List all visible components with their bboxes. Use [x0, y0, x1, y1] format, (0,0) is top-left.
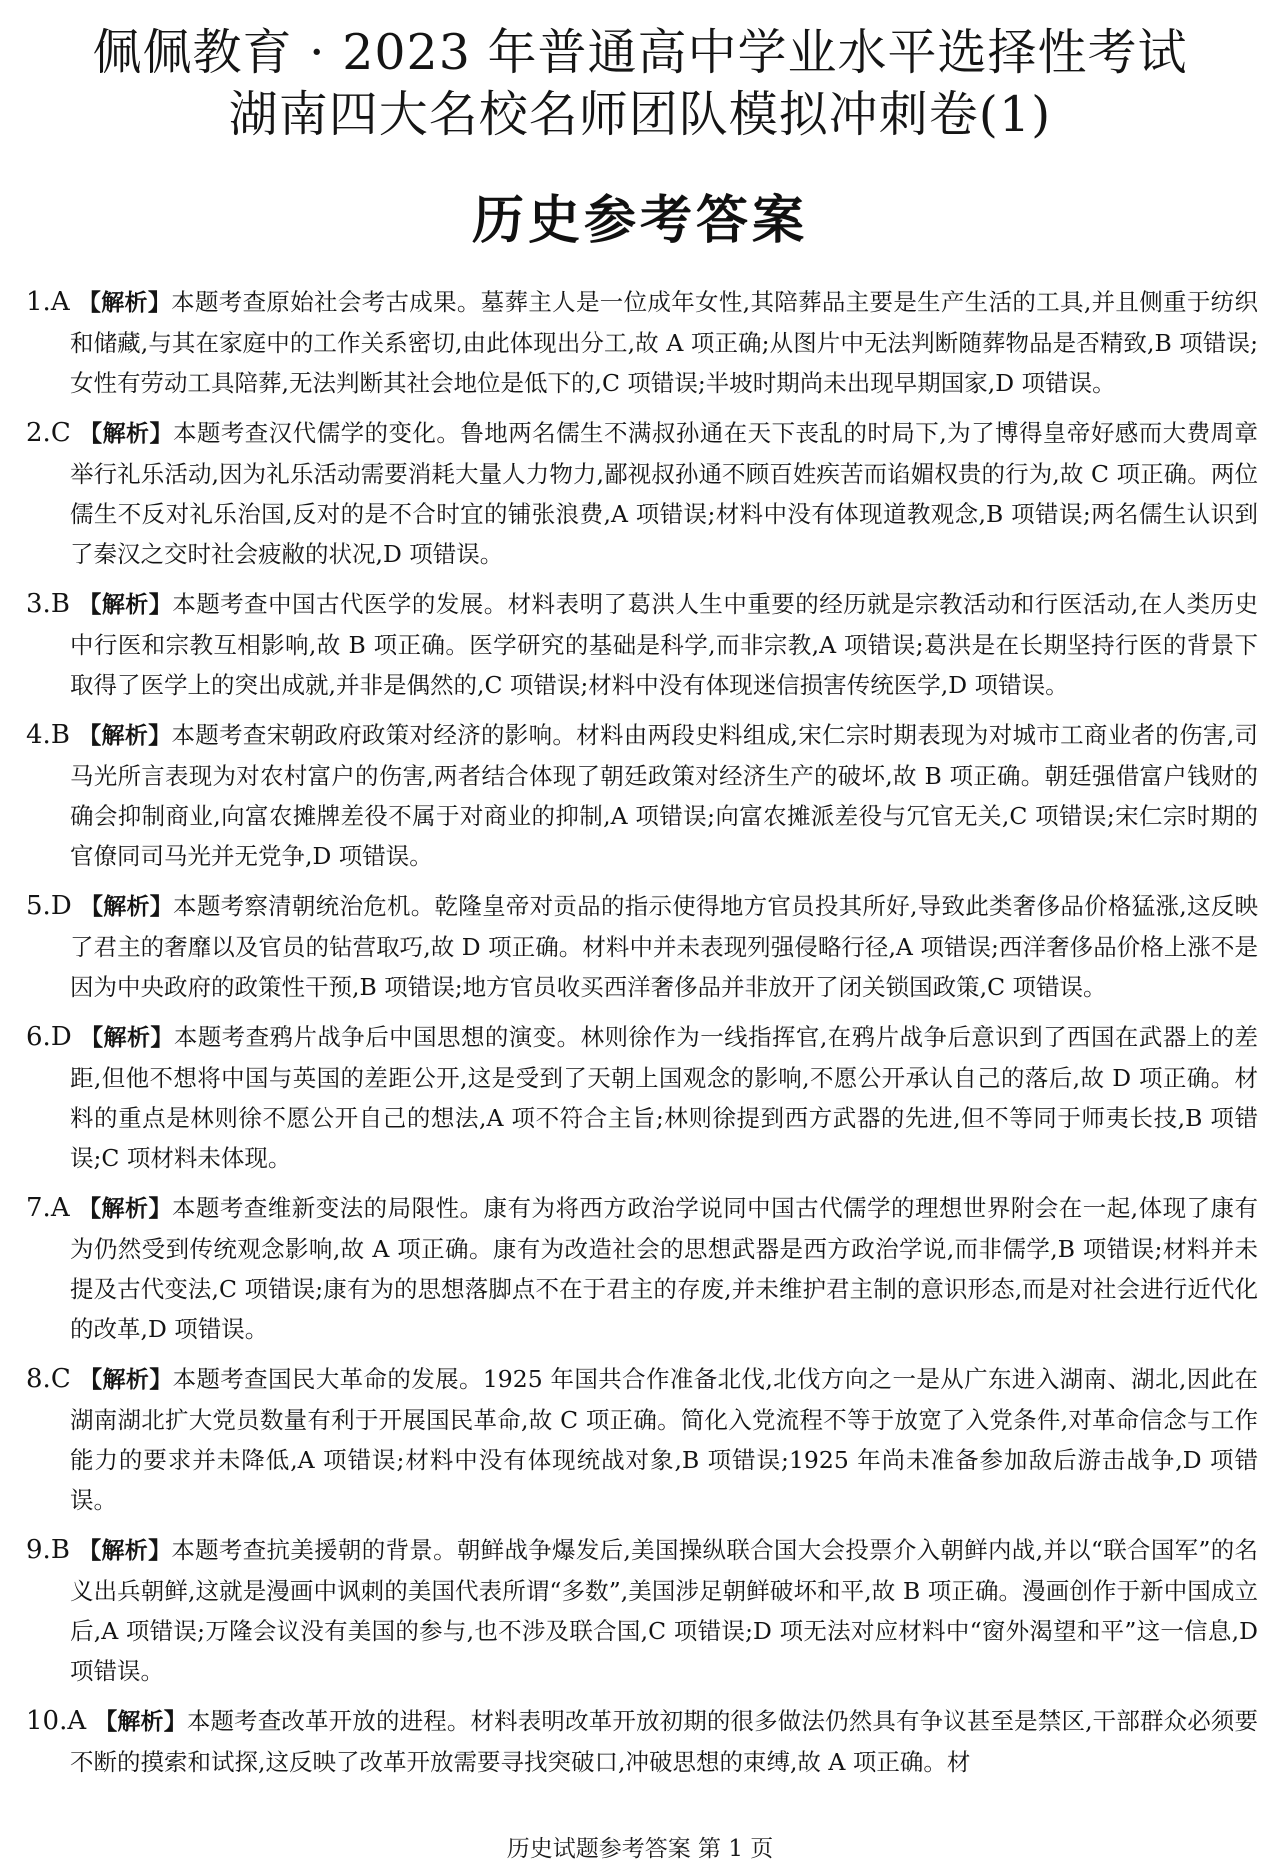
analysis-text: 本题考查汉代儒学的变化。鲁地两名儒生不满叔孙通在天下丧乱的时局下,为了博得皇帝好感而大费周章举行礼乐活动,因为礼乐活动需要消耗大量人力物力,鄙视叔孙通不顾百姓疾苦而谄媚权贵的行为,故 C 项正确。两位儒生不反对礼乐治国,反对的是不合时宜的铺张浪费,A 项错误;材料中没有体现道教观念,B 项错误;两名儒生认识到了秦汉之交时社会疲敝的状况,D 项错误。: [70, 419, 1259, 568]
answer-list: [26, 282, 1258, 1792]
analysis-text: 本题考察清朝统治危机。乾隆皇帝对贡品的指示使得地方官员投其所好,导致此类奢侈品价格猛涨,这反映了君主的奢靡以及官员的钻营取巧,故 D 项正确。材料中并未表现列强侵略行径,A 项错误;西洋奢侈品价格上涨不是因为中央政府的政策性干预,B 项错误;地方官员收买西洋奢侈品并非放开了闭关锁国政策,C 项错误。: [70, 892, 1259, 1001]
analysis-text: 本题考查中国古代医学的发展。材料表明了葛洪人生中重要的经历就是宗教活动和行医活动,在人类历史中行医和宗教互相影响,故 B 项正确。医学研究的基础是科学,而非宗教,A 项错误;葛洪是在长期坚持行医的背景下取得了医学上的突出成就,并非是偶然的,C 项错误;材料中没有体现迷信损害传统医学,D 项错误。: [70, 590, 1259, 699]
analysis-tag: 【解析】: [77, 723, 172, 749]
question-number: 3.: [26, 589, 51, 619]
question-number: 1.: [26, 287, 51, 317]
answer-letter: B: [50, 720, 70, 750]
analysis-tag: 【解析】: [77, 290, 172, 316]
question-number: 2.: [26, 418, 51, 448]
answer-letter: C: [50, 418, 71, 448]
answer-item: [26, 886, 1258, 1007]
exam-header: [0, 22, 1280, 146]
answer-letter: D: [50, 1022, 72, 1052]
answer-item: [26, 1188, 1258, 1349]
answer-item: [26, 1017, 1258, 1178]
answer-letter: B: [50, 1535, 70, 1565]
question-number: 4.: [26, 720, 51, 750]
analysis-tag: 【解析】: [78, 1367, 173, 1393]
answer-letter: B: [50, 589, 70, 619]
answer-letter: D: [50, 891, 72, 921]
document-title: 历史参考答案: [471, 191, 808, 251]
question-number: 9.: [26, 1535, 51, 1565]
analysis-text: 本题考查国民大革命的发展。1925 年国共合作准备北伐,北伐方向之一是从广东进入湖南、湖北,因此在湖南湖北扩大党员数量有利于开展国民革命,故 C 项正确。简化入党流程不等于放宽了入党条件,对革命信念与工作能力的要求并未降低,A 项错误;材料中没有体现统战对象,B 项错误;1925 年尚未准备参加敌后游击战争,D 项错误。: [70, 1365, 1258, 1514]
answer-item: [26, 1359, 1258, 1520]
analysis-text: 本题考查鸦片战争后中国思想的演变。林则徐作为一线指挥官,在鸦片战争后意识到了西国在武器上的差距,但他不想将中国与英国的差距公开,这是受到了天朝上国观念的影响,不愿公开承认自己的落后,故 D 项正确。材料的重点是林则徐不愿公开自己的想法,A 项不符合主旨;林则徐提到西方武器的先进,但不等同于师夷长技,B 项错误;C 项材料未体现。: [70, 1023, 1259, 1172]
analysis-tag: 【解析】: [77, 592, 173, 618]
question-number: 10.: [26, 1706, 68, 1736]
answer-letter: A: [67, 1706, 87, 1736]
exam-title-line-1: 佩佩教育 · 2023 年普通高中学业水平选择性考试: [92, 24, 1188, 81]
question-number: 6.: [26, 1022, 51, 1052]
page-footer: 历史试题参考答案 第 1 页: [506, 1836, 774, 1862]
analysis-tag: 【解析】: [79, 894, 174, 920]
analysis-text: 本题考查改革开放的进程。材料表明改革开放初期的很多做法仍然具有争议甚至是禁区,干部群众必须要不断的摸索和试探,这反映了改革开放需要寻找突破口,冲破思想的束缚,故 A 项正确。材: [70, 1707, 1259, 1776]
analysis-tag: 【解析】: [77, 1538, 172, 1564]
analysis-text: 本题考查原始社会考古成果。墓葬主人是一位成年女性,其陪葬品主要是生产生活的工具,并且侧重于纺织和储藏,与其在家庭中的工作关系密切,由此体现出分工,故 A 项正确;从图片中无法判断随葬物品是否精致,B 项错误;女性有劳动工具陪葬,无法判断其社会地位是低下的,C 项错误;半坡时期尚未出现早期国家,D 项错误。: [70, 288, 1258, 397]
analysis-text: 本题考查抗美援朝的背景。朝鲜战争爆发后,美国操纵联合国大会投票介入朝鲜内战,并以“联合国军”的名义出兵朝鲜,这就是漫画中讽刺的美国代表所谓“多数”,美国涉足朝鲜破坏和平,故 B 项正确。漫画创作于新中国成立后,A 项错误;万隆会议没有美国的参与,也不涉及联合国,C 项错误;D 项无法对应材料中“窗外渴望和平”这一信息,D 项错误。: [70, 1536, 1258, 1685]
answer-item: [26, 282, 1258, 403]
analysis-tag: 【解析】: [77, 1196, 172, 1222]
analysis-tag: 【解析】: [94, 1709, 187, 1735]
analysis-text: 本题考查维新变法的局限性。康有为将西方政治学说同中国古代儒学的理想世界附会在一起,体现了康有为仍然受到传统观念影响,故 A 项正确。康有为改造社会的思想武器是西方政治学说,而非儒学,B 项错误;材料并未提及古代变法,C 项错误;康有为的思想落脚点不在于君主的存废,并未维护君主制的意识形态,而是对社会进行近代化的改革,D 项错误。: [70, 1194, 1258, 1343]
answer-letter: C: [50, 1364, 71, 1394]
analysis-text: 本题考查宋朝政府政策对经济的影响。材料由两段史料组成,宋仁宗时期表现为对城市工商业者的伤害,司马光所言表现为对农村富户的伤害,两者结合体现了朝廷政策对经济生产的破坏,故 B 项正确。朝廷强借富户钱财的确会抑制商业,向富农摊牌差役不属于对商业的抑制,A 项错误;向富农摊派差役与冗官无关,C 项错误;宋仁宗时期的官僚同司马光并无党争,D 项错误。: [70, 721, 1259, 870]
answer-letter: A: [50, 1193, 70, 1223]
question-number: 8.: [26, 1364, 51, 1394]
answer-item: [26, 413, 1258, 574]
question-number: 7.: [26, 1193, 51, 1223]
answer-letter: A: [50, 287, 70, 317]
answer-item: [26, 1701, 1258, 1782]
analysis-tag: 【解析】: [79, 1025, 174, 1051]
exam-title-line-2: 湖南四大名校名师团队模拟冲刺卷(1): [228, 86, 1052, 143]
answer-item: [26, 584, 1258, 705]
analysis-tag: 【解析】: [78, 421, 173, 447]
answer-item: [26, 1530, 1258, 1691]
question-number: 5.: [26, 891, 51, 921]
answer-item: [26, 715, 1258, 876]
